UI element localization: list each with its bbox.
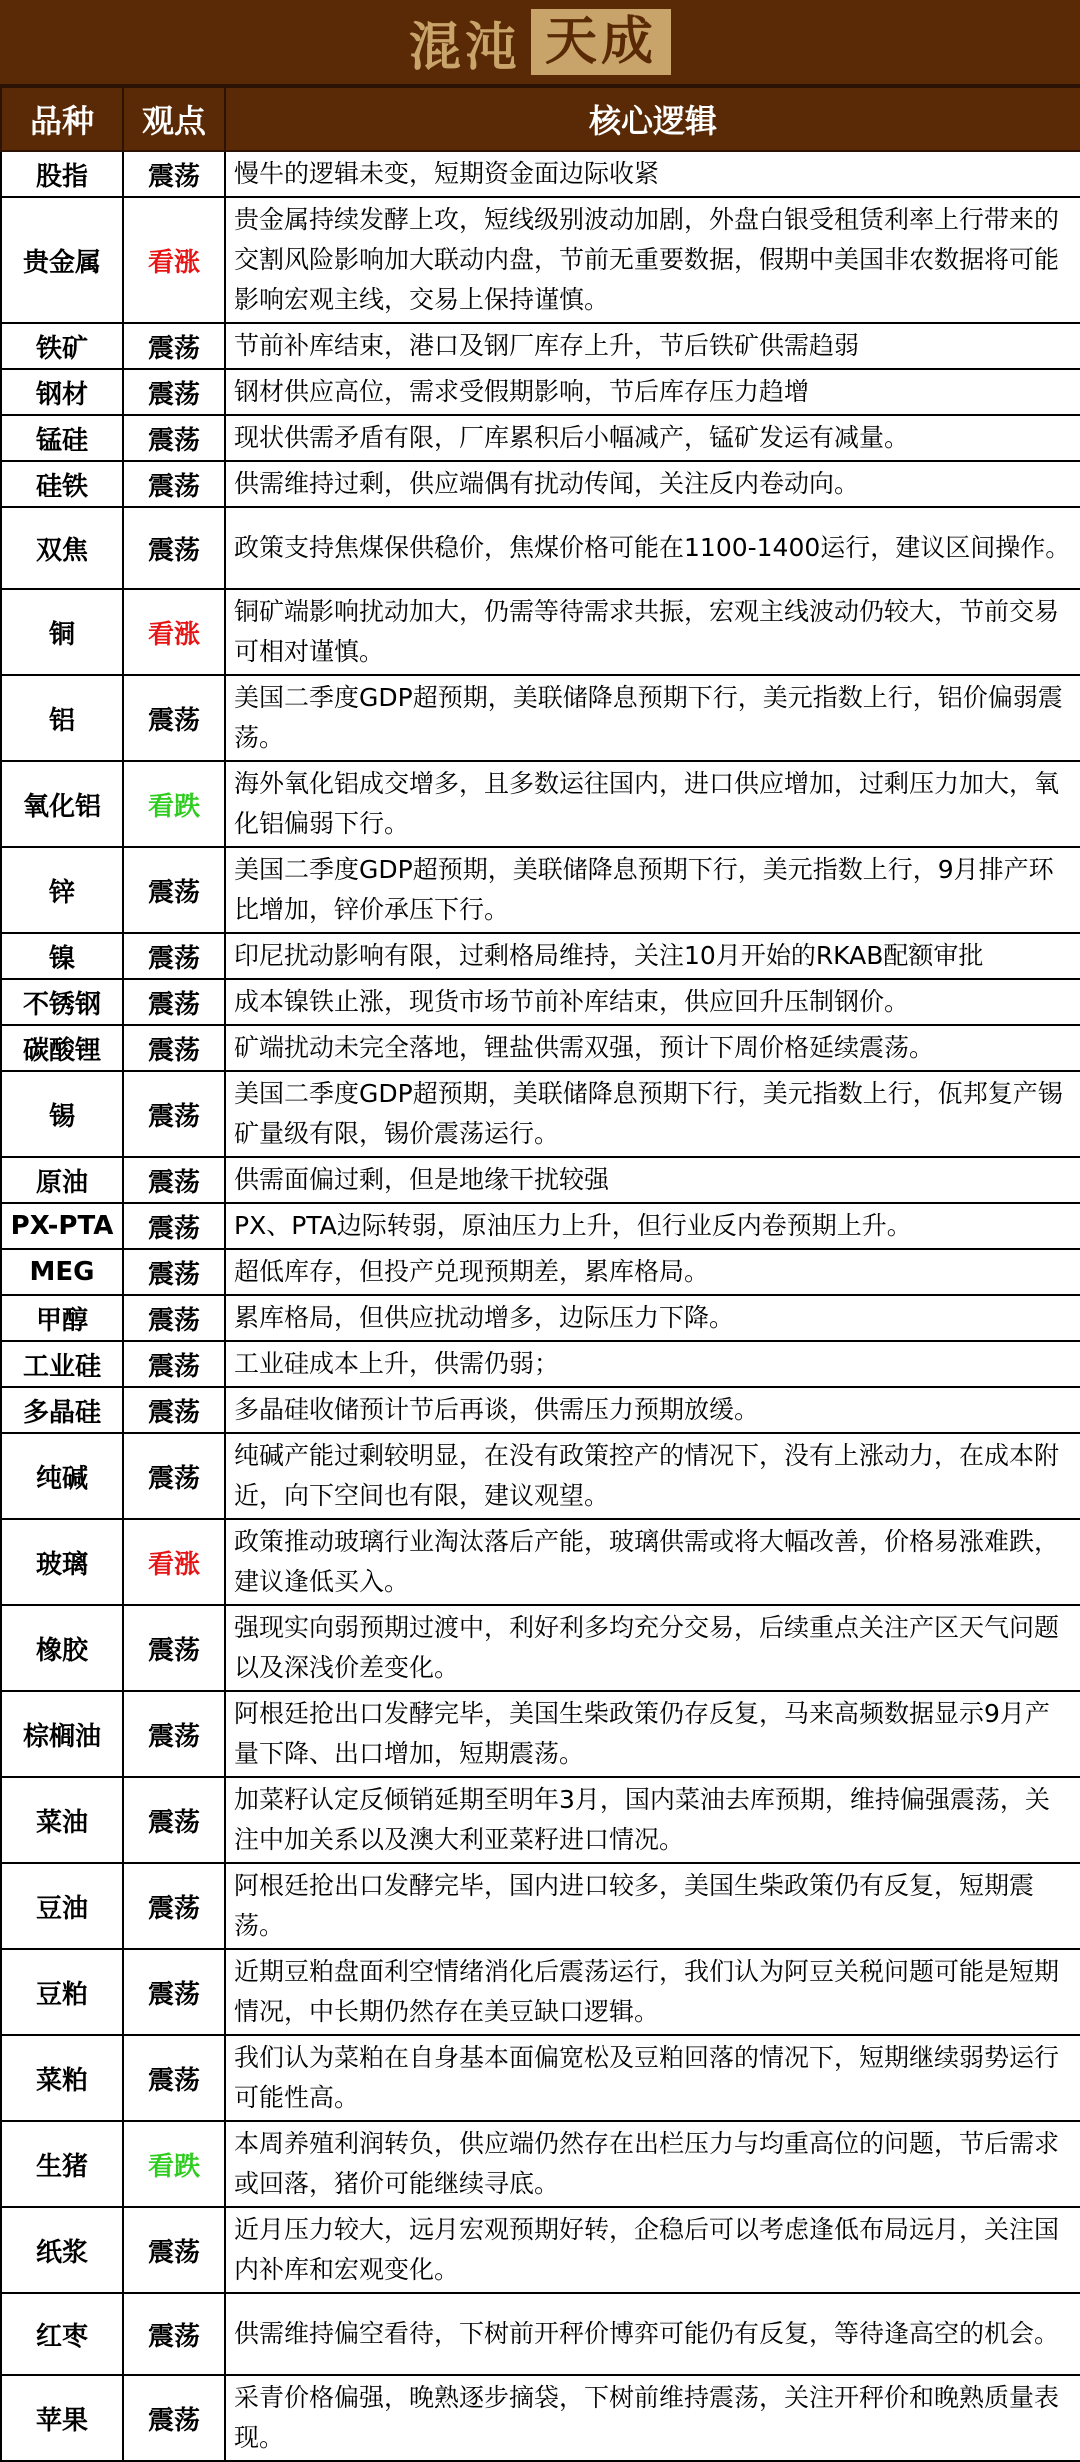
logic-cell: 美国二季度GDP超预期，美联储降息预期下行，美元指数上行，铝价偏弱震荡。	[225, 675, 1080, 761]
table-row	[1, 2375, 1080, 2461]
view-cell: 震荡	[123, 1203, 225, 1249]
table-row	[1, 979, 1080, 1025]
variety-cell: 镍	[1, 933, 123, 979]
view-cell: 震荡	[123, 979, 225, 1025]
logic-cell: 成本镍铁止涨，现货市场节前补库结束，供应回升压制钢价。	[225, 979, 1080, 1025]
logic-cell: 供需维持偏空看待，下树前开秤价博弈可能仍有反复，等待逢高空的机会。	[225, 2293, 1080, 2375]
variety-cell: 铜	[1, 589, 123, 675]
view-cell: 震荡	[123, 1605, 225, 1691]
variety-cell: 菜油	[1, 1777, 123, 1863]
variety-cell: 红枣	[1, 2293, 123, 2375]
logic-cell: 印尼扰动影响有限，过剩格局维持，关注10月开始的RKAB配额审批	[225, 933, 1080, 979]
table-row	[1, 589, 1080, 675]
logic-cell: 采青价格偏强，晚熟逐步摘袋，下树前维持震荡，关注开秤价和晚熟质量表现。	[225, 2375, 1080, 2461]
table-row	[1, 1387, 1080, 1433]
logic-cell: 慢牛的逻辑未变，短期资金面边际收紧	[225, 151, 1080, 197]
view-cell: 震荡	[123, 323, 225, 369]
view-cell: 震荡	[123, 1433, 225, 1519]
logic-cell: 多晶硅收储预计节后再谈，供需压力预期放缓。	[225, 1387, 1080, 1433]
variety-cell: 碳酸锂	[1, 1025, 123, 1071]
variety-cell: 苹果	[1, 2375, 123, 2461]
view-cell: 震荡	[123, 151, 225, 197]
logic-cell: 海外氧化铝成交增多，且多数运往国内，进口供应增加，过剩压力加大，氧化铝偏弱下行。	[225, 761, 1080, 847]
variety-cell: 甲醇	[1, 1295, 123, 1341]
variety-cell: 硅铁	[1, 461, 123, 507]
logic-cell: 贵金属持续发酵上攻，短线级别波动加剧，外盘白银受租赁利率上行带来的交割风险影响加大联动内盘，节前无重要数据，假期中美国非农数据将可能影响宏观主线，交易上保持谨慎。	[225, 197, 1080, 323]
table-row	[1, 1295, 1080, 1341]
table-row	[1, 197, 1080, 323]
table-row	[1, 2035, 1080, 2121]
view-cell: 看跌	[123, 761, 225, 847]
table-row	[1, 461, 1080, 507]
variety-cell: 不锈钢	[1, 979, 123, 1025]
view-cell: 震荡	[123, 1157, 225, 1203]
views-table	[0, 86, 1080, 2462]
table-row	[1, 1777, 1080, 1863]
view-cell: 震荡	[123, 461, 225, 507]
logic-cell: 美国二季度GDP超预期，美联储降息预期下行，美元指数上行，9月排产环比增加，锌价承压下行。	[225, 847, 1080, 933]
table-row	[1, 1157, 1080, 1203]
view-cell: 震荡	[123, 1071, 225, 1157]
logic-cell: 加菜籽认定反倾销延期至明年3月，国内菜油去库预期，维持偏强震荡，关注中加关系以及澳大利亚菜籽进口情况。	[225, 1777, 1080, 1863]
table-row	[1, 507, 1080, 589]
variety-cell: 贵金属	[1, 197, 123, 323]
logic-cell: 我们认为菜粕在自身基本面偏宽松及豆粕回落的情况下，短期继续弱势运行可能性高。	[225, 2035, 1080, 2121]
variety-cell: 橡胶	[1, 1605, 123, 1691]
logic-cell: 累库格局，但供应扰动增多，边际压力下降。	[225, 1295, 1080, 1341]
view-cell: 震荡	[123, 2293, 225, 2375]
variety-cell: 锰硅	[1, 415, 123, 461]
table-body	[1, 151, 1080, 2461]
view-cell: 震荡	[123, 507, 225, 589]
header-view: 观点	[123, 87, 225, 151]
table-row	[1, 675, 1080, 761]
view-cell: 震荡	[123, 1387, 225, 1433]
view-cell: 震荡	[123, 1341, 225, 1387]
view-cell: 看跌	[123, 2121, 225, 2207]
table-row	[1, 1203, 1080, 1249]
logic-cell: PX、PTA边际转弱，原油压力上升，但行业反内卷预期上升。	[225, 1203, 1080, 1249]
logic-cell: 节前补库结束，港口及钢厂库存上升，节后铁矿供需趋弱	[225, 323, 1080, 369]
variety-cell: 锡	[1, 1071, 123, 1157]
view-cell: 震荡	[123, 1025, 225, 1071]
view-cell: 震荡	[123, 847, 225, 933]
variety-cell: 纸浆	[1, 2207, 123, 2293]
table-row	[1, 1519, 1080, 1605]
table-row	[1, 761, 1080, 847]
view-cell: 震荡	[123, 2035, 225, 2121]
variety-cell: 豆粕	[1, 1949, 123, 2035]
header-logic: 核心逻辑	[225, 87, 1080, 151]
table-row	[1, 369, 1080, 415]
table-row	[1, 1863, 1080, 1949]
view-cell: 看涨	[123, 197, 225, 323]
variety-cell: 股指	[1, 151, 123, 197]
table-row	[1, 933, 1080, 979]
logic-cell: 供需维持过剩，供应端偶有扰动传闻，关注反内卷动向。	[225, 461, 1080, 507]
table-row	[1, 1433, 1080, 1519]
logo-text-part2: 天成	[531, 9, 671, 75]
logic-cell: 工业硅成本上升，供需仍弱；	[225, 1341, 1080, 1387]
view-cell: 震荡	[123, 2375, 225, 2461]
table-row	[1, 2293, 1080, 2375]
logo-text-part1: 混沌	[408, 16, 521, 78]
view-cell: 震荡	[123, 1863, 225, 1949]
view-cell: 看涨	[123, 1519, 225, 1605]
header-banner	[0, 0, 1080, 86]
view-cell: 震荡	[123, 2207, 225, 2293]
table-row	[1, 2121, 1080, 2207]
variety-cell: MEG	[1, 1249, 123, 1295]
table-row	[1, 1605, 1080, 1691]
view-cell: 震荡	[123, 1777, 225, 1863]
table-row	[1, 1071, 1080, 1157]
logic-cell: 现状供需矛盾有限，厂库累积后小幅减产，锰矿发运有减量。	[225, 415, 1080, 461]
table-row	[1, 1341, 1080, 1387]
logic-cell: 近期豆粕盘面利空情绪消化后震荡运行，我们认为阿豆关税问题可能是短期情况，中长期仍然存在美豆缺口逻辑。	[225, 1949, 1080, 2035]
view-cell: 震荡	[123, 415, 225, 461]
variety-cell: 玻璃	[1, 1519, 123, 1605]
view-cell: 看涨	[123, 589, 225, 675]
logic-cell: 矿端扰动未完全落地，锂盐供需双强，预计下周价格延续震荡。	[225, 1025, 1080, 1071]
variety-cell: 菜粕	[1, 2035, 123, 2121]
variety-cell: 氧化铝	[1, 761, 123, 847]
logic-cell: 美国二季度GDP超预期，美联储降息预期下行，美元指数上行，佤邦复产锡矿量级有限，锡价震荡运行。	[225, 1071, 1080, 1157]
view-cell: 震荡	[123, 933, 225, 979]
variety-cell: 双焦	[1, 507, 123, 589]
variety-cell: 工业硅	[1, 1341, 123, 1387]
logic-cell: 阿根廷抢出口发酵完毕，国内进口较多，美国生柴政策仍有反复，短期震荡。	[225, 1863, 1080, 1949]
logic-cell: 近月压力较大，远月宏观预期好转，企稳后可以考虑逢低布局远月，关注国内补库和宏观变化。	[225, 2207, 1080, 2293]
view-cell: 震荡	[123, 1295, 225, 1341]
brand-logo	[409, 5, 671, 80]
header-variety: 品种	[1, 87, 123, 151]
variety-cell: 铝	[1, 675, 123, 761]
table-row	[1, 151, 1080, 197]
logic-cell: 阿根廷抢出口发酵完毕，美国生柴政策仍存反复，马来高频数据显示9月产量下降、出口增加，短期震荡。	[225, 1691, 1080, 1777]
variety-cell: 锌	[1, 847, 123, 933]
variety-cell: 生猪	[1, 2121, 123, 2207]
logic-cell: 政策推动玻璃行业淘汰落后产能，玻璃供需或将大幅改善，价格易涨难跌，建议逢低买入。	[225, 1519, 1080, 1605]
logic-cell: 纯碱产能过剩较明显，在没有政策控产的情况下，没有上涨动力，在成本附近，向下空间也有限，建议观望。	[225, 1433, 1080, 1519]
view-cell: 震荡	[123, 1249, 225, 1295]
variety-cell: PX-PTA	[1, 1203, 123, 1249]
logic-cell: 本周养殖利润转负，供应端仍然存在出栏压力与均重高位的问题，节后需求或回落，猪价可能继续寻底。	[225, 2121, 1080, 2207]
logic-cell: 强现实向弱预期过渡中，利好利多均充分交易，后续重点关注产区天气问题以及深浅价差变化。	[225, 1605, 1080, 1691]
variety-cell: 多晶硅	[1, 1387, 123, 1433]
variety-cell: 原油	[1, 1157, 123, 1203]
variety-cell: 棕榈油	[1, 1691, 123, 1777]
logic-cell: 超低库存，但投产兑现预期差，累库格局。	[225, 1249, 1080, 1295]
view-cell: 震荡	[123, 675, 225, 761]
logic-cell: 供需面偏过剩，但是地缘干扰较强	[225, 1157, 1080, 1203]
table-header-row	[1, 87, 1080, 151]
table-row	[1, 415, 1080, 461]
variety-cell: 钢材	[1, 369, 123, 415]
logic-cell: 政策支持焦煤保供稳价，焦煤价格可能在1100-1400运行，建议区间操作。	[225, 507, 1080, 589]
table-row	[1, 1025, 1080, 1071]
table-row	[1, 1249, 1080, 1295]
table-row	[1, 1949, 1080, 2035]
variety-cell: 纯碱	[1, 1433, 123, 1519]
variety-cell: 豆油	[1, 1863, 123, 1949]
table-row	[1, 323, 1080, 369]
table-row	[1, 847, 1080, 933]
view-cell: 震荡	[123, 1949, 225, 2035]
table-row	[1, 1691, 1080, 1777]
logic-cell: 铜矿端影响扰动加大，仍需等待需求共振，宏观主线波动仍较大，节前交易可相对谨慎。	[225, 589, 1080, 675]
view-cell: 震荡	[123, 369, 225, 415]
view-cell: 震荡	[123, 1691, 225, 1777]
table-row	[1, 2207, 1080, 2293]
logic-cell: 钢材供应高位，需求受假期影响，节后库存压力趋增	[225, 369, 1080, 415]
variety-cell: 铁矿	[1, 323, 123, 369]
